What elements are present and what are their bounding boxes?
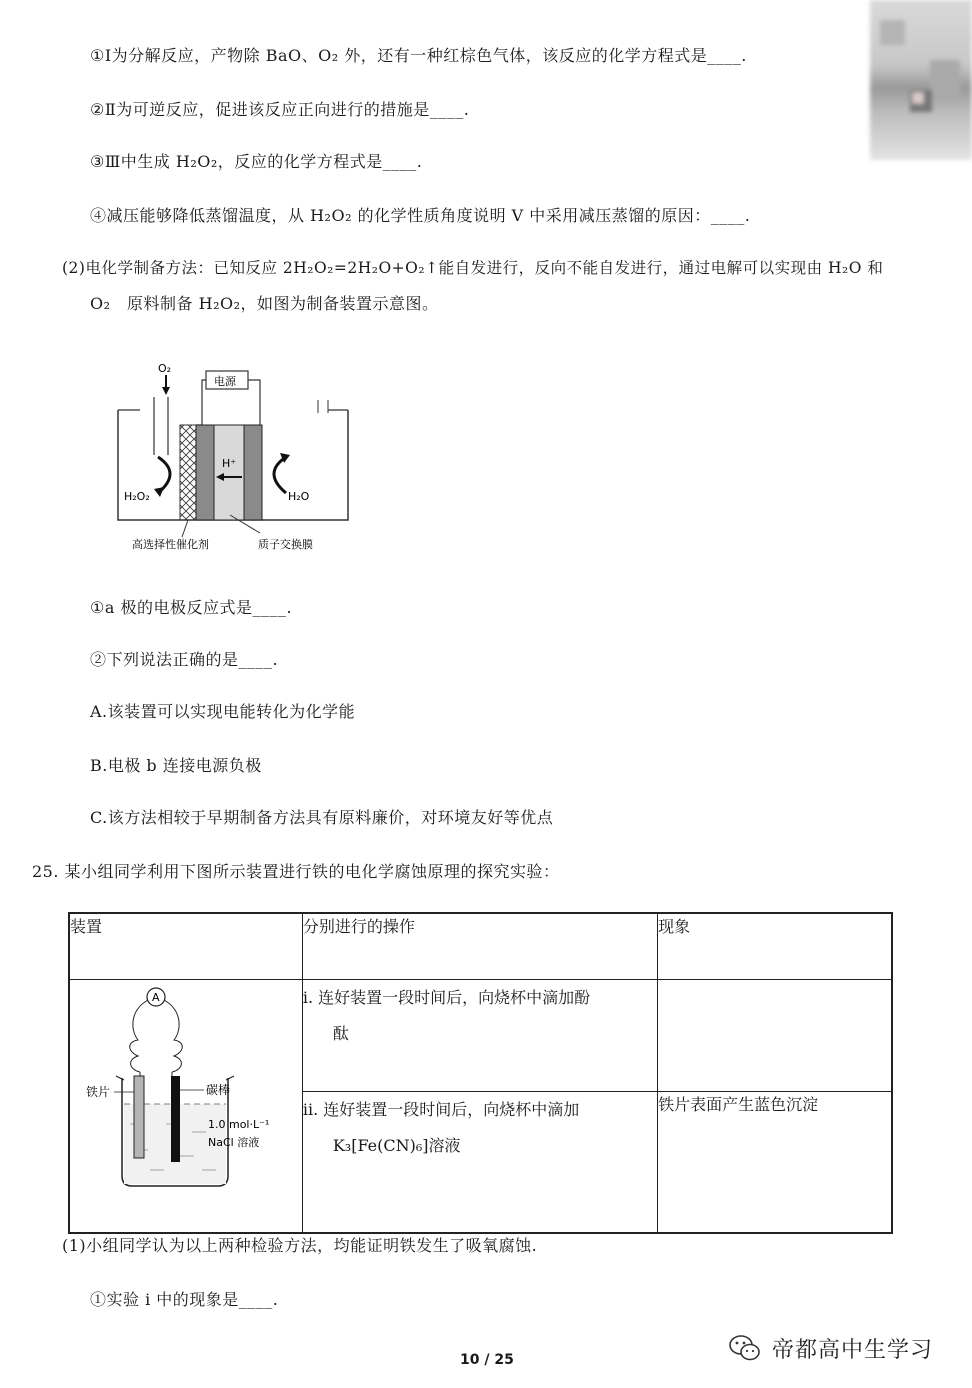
solution-name-label: NaCl 溶液	[208, 1135, 260, 1149]
part1-q3: ③Ⅲ中生成 H₂O₂，反应的化学方程式是____.	[90, 152, 423, 171]
q25-stem: 25. 某小组同学利用下图所示装置进行铁的电化学腐蚀原理的探究实验：	[32, 862, 560, 881]
watermark-text: 帝都高中生学习	[772, 1337, 934, 1363]
option-a: A.该装置可以实现电能转化为化学能	[90, 702, 356, 721]
operation-1-line1: ⅰ. 连好装置一段时间后，向烧杯中滴加酚	[302, 987, 591, 1007]
membrane-label: 质子交换膜	[258, 538, 313, 551]
iron-label: 铁片	[86, 1084, 111, 1099]
watermark	[728, 1330, 933, 1366]
observation-1	[658, 979, 892, 1091]
corrosion-apparatus	[70, 980, 300, 1230]
operation-2-line1: ⅱ. 连好装置一段时间后，向烧杯中滴加	[302, 1099, 580, 1119]
part2-intro-line2: O₂ 原料制备 H₂O₂，如图为制备装置示意图。	[90, 294, 439, 313]
header-operation: 分别进行的操作	[302, 913, 657, 979]
q25-sub1: (1)小组同学认为以上两种检验方法，均能证明铁发生了吸氧腐蚀.	[62, 1236, 538, 1255]
header-apparatus: 装置	[69, 913, 302, 979]
part1-q4: ④减压能够降低蒸馏温度，从 H₂O₂ 的化学性质角度说明 V 中采用减压蒸馏的原因：____.	[90, 206, 751, 225]
catalyst-label: 高选择性催化剂	[132, 538, 209, 551]
option-b: B.电极 b 连接电源负极	[90, 756, 262, 775]
hplus-label: H⁺	[222, 457, 237, 470]
o2-label: O₂	[158, 362, 172, 375]
part2-q2: ②下列说法正确的是____.	[90, 650, 279, 669]
part1-q2: ②Ⅱ为可逆反应，促进该反应正向进行的措施是____.	[90, 100, 470, 119]
operation-1-line2: 酞	[332, 1023, 349, 1043]
solution-conc-label: 1.0 mol·L⁻¹	[208, 1117, 270, 1131]
blurred-corner	[870, 0, 972, 160]
header-observation: 现象	[658, 913, 892, 979]
part1-q1: ①Ⅰ为分解反应，产物除 BaO、O₂ 外，还有一种红棕色气体，该反应的化学方程式是____.	[90, 46, 747, 65]
q25-sub1-q1: ①实验 i 中的现象是____.	[90, 1290, 279, 1309]
observation-2: 铁片表面产生蓝色沉淀	[658, 1091, 892, 1233]
power-label: 电源	[214, 375, 236, 388]
h2o-label: H₂O	[288, 490, 310, 503]
operation-2	[302, 1091, 657, 1233]
part2-q1: ①a 极的电极反应式是____.	[90, 598, 293, 617]
wechat-logo-icon	[728, 1333, 762, 1363]
part2-intro-line1: (2)电化学制备方法：已知反应 2H₂O₂=2H₂O+O₂↑能自发进行，反向不能自发进行，通过电解可以实现由 H₂O 和	[62, 259, 884, 277]
h2o2-label: H₂O₂	[124, 490, 150, 503]
ammeter-label: A	[152, 990, 160, 1004]
electrolysis-diagram	[110, 355, 370, 560]
carbon-label: 碳棒	[206, 1082, 231, 1097]
option-c: C.该方法相较于早期制备方法具有原料廉价，对环境友好等优点	[90, 808, 554, 827]
page-number: 10 / 25	[460, 1352, 514, 1368]
operation-1	[302, 979, 657, 1091]
experiment-table	[68, 912, 893, 1234]
operation-2-line2: K₃[Fe(CN)₆]溶液	[332, 1135, 461, 1155]
apparatus-cell	[69, 979, 302, 1233]
